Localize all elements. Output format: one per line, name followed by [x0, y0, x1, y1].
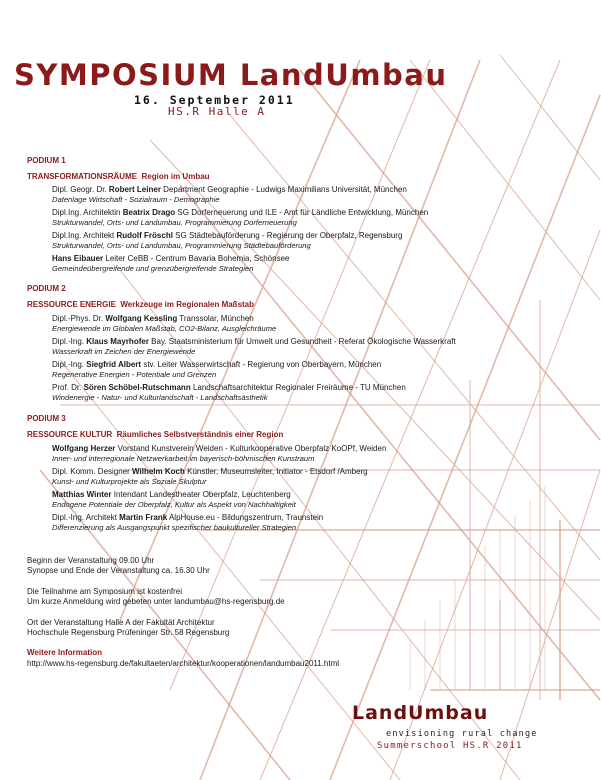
speaker-name: Wolfgang Herzer: [52, 444, 116, 453]
speaker-topic: Endogene Potentiale der Oberpfalz, Kultur als Aspekt von Nachhaltigkeit: [52, 500, 296, 509]
podium-label: PODIUM 2: [27, 284, 66, 293]
speaker-title: Dipl. Komm. Designer: [52, 467, 130, 476]
speaker-name: Beatrix Drago: [122, 208, 176, 217]
speaker-title: Dipl.-Ing. Architekt: [52, 513, 117, 522]
speaker-topic: Strukturwandel, Orts- und Landumbau, Programmierung Städtebauförderung: [52, 241, 311, 250]
speaker-topic: Inner- und interregionale Netzwerkarbeit im bayerisch-böhmischen Kunstraum: [52, 454, 315, 463]
schedule-end: Synopse und Ende der Veranstaltung ca. 16.30 Uhr: [27, 566, 210, 575]
speaker-title: Dipl.-Ing.: [52, 337, 85, 346]
more-info-label: Weitere Information: [27, 648, 102, 657]
speaker-topic: Differenzierung als Ausgangspunkt spezifischer baukultureller Strategien: [52, 523, 297, 532]
location-line-1: Ort der Veranstaltung Halle A der Fakultät Architektur: [27, 618, 215, 627]
grid-line: [390, 230, 600, 780]
registration-free: Die Teilnahme am Symposium ist kostenfrei: [27, 587, 183, 596]
speaker-entry: [52, 444, 386, 464]
speaker-affiliation: Intendant Landestheater Oberpfalz, Leuchtenberg: [113, 490, 291, 499]
speaker-name: Matthias Winter: [52, 490, 112, 499]
logo-tagline: envisioning rural change: [386, 729, 538, 739]
speaker-affiliation: Landschaftsarchitektur Regionaler Freiräume - TU München: [192, 383, 406, 392]
speaker-affiliation: Künstler, Museumsleiter, Initiator - Etsdorf /Amberg: [187, 467, 368, 476]
podium-title-rest: Räumliches Selbstverständnis einer Region: [116, 430, 284, 439]
speaker-entry: [52, 337, 456, 357]
speaker-title: Dipl. Geogr. Dr.: [52, 185, 107, 194]
speaker-affiliation: stv. Leiter Wasserwirtschaft - Regierung von Oberbayern, München: [143, 360, 382, 369]
podium-title-caps: RESSOURCE KULTUR: [27, 430, 113, 439]
registration-email[interactable]: Um kurze Anmeldung wird gebeten unter landumbau@hs-regensburg.de: [27, 597, 285, 606]
grid-line: [410, 60, 600, 300]
speaker-affiliation: AlpHouse.eu - Bildungszentrum, Traunstein: [168, 513, 324, 522]
speaker-name: Martin Frank: [119, 513, 168, 522]
summerschool-label: Summerschool HS.R 2011: [377, 741, 523, 751]
poster-title: SYMPOSIUM LandUmbau: [14, 58, 448, 92]
speaker-topic: Windenergie - Natur- und Kulturlandschaft - Landschaftsästhetik: [52, 393, 268, 402]
podium-title-caps: TRANSFORMATIONSRÄUME: [27, 172, 138, 181]
podium-title-rest: Werkzeuge im Regionalen Maßstab: [120, 300, 255, 309]
speaker-topic: Wasserkraft im Zeichen der Energiewende: [52, 347, 196, 356]
speaker-entry: [52, 208, 428, 228]
speaker-affiliation: Leiter CeBB - Centrum Bavaria Bohemia, Schönsee: [105, 254, 290, 263]
speaker-name: Wilhelm Koch: [132, 467, 185, 476]
podium-title-caps: RESSOURCE ENERGIE: [27, 300, 116, 309]
podium-label: PODIUM 3: [27, 414, 66, 423]
speaker-name: Wolfgang Kessling: [105, 314, 178, 323]
speaker-entry: [52, 360, 381, 380]
podium-label: PODIUM 1: [27, 156, 66, 165]
location-line-2: Hochschule Regensburg Prüfeninger Str. 58 Regensburg: [27, 628, 230, 637]
podium-3-header: [27, 414, 283, 442]
speaker-affiliation: Transsolar, München: [179, 314, 254, 323]
speaker-topic: Regenerative Energien - Potentiale und Grenzen: [52, 370, 217, 379]
podium-1-header: [27, 156, 210, 184]
speaker-topic: Gemeindeübergreifende und grenzübergreifende Strategien: [52, 264, 254, 273]
speaker-affiliation: SG Dorferneuerung und ILE - Amt für Ländliche Entwicklung, München: [177, 208, 429, 217]
speaker-affiliation: Department Geographie - Ludwigs Maximilians Universität, München: [163, 185, 407, 194]
speaker-entry: [52, 314, 276, 334]
speaker-name: Robert Leiner: [108, 185, 161, 194]
speaker-affiliation: Bay. Staatsministerium für Umwelt und Gesundheit - Referat Ökologische Wasserkraft: [151, 337, 456, 346]
speaker-title: Prof. Dr.: [52, 383, 82, 392]
speaker-title: Dipl.Ing. Architekt: [52, 231, 115, 240]
speaker-topic: Strukturwandel, Orts- und Landumbau, Programmierung Dorferneuerung: [52, 218, 297, 227]
podium-2-header: [27, 284, 254, 312]
landumbau-logo: LandUmbau: [352, 702, 489, 724]
speaker-title: Dipl.-Phys. Dr.: [52, 314, 104, 323]
event-venue: HS.R Halle A: [168, 105, 266, 118]
podium-title-rest: Region im Umbau: [141, 172, 210, 181]
event-date: 16. September 2011: [134, 93, 295, 107]
speaker-topic: Energiewende im Globalen Maßstab, CO2-Bilanz, Ausgleichräume: [52, 324, 277, 333]
speaker-affiliation: SG Städtebauförderung - Regierung der Oberpfalz, Regensburg: [175, 231, 403, 240]
speaker-entry: [52, 185, 407, 205]
speaker-affiliation: Vorstand Kunstverein Weiden - Kulturkooperative Oberpfalz KoOPf, Weiden: [117, 444, 387, 453]
speaker-title: Dipl.Ing. Architektin: [52, 208, 121, 217]
speaker-topic: Kunst- und Kulturprojekte als Soziale Skulptur: [52, 477, 207, 486]
speaker-entry: [52, 490, 296, 510]
speaker-name: Hans Eibauer: [52, 254, 104, 263]
speaker-entry: [52, 254, 289, 274]
speaker-topic: Datenlage Wirtschaft - Sozialraum - Demographie: [52, 195, 220, 204]
speaker-name: Sören Schöbel-Rutschmann: [83, 383, 191, 392]
grid-line: [500, 55, 600, 180]
speaker-entry: [52, 513, 323, 533]
more-info-link[interactable]: http://www.hs-regensburg.de/fakultaeten/architektur/kooperationen/landumbau2011.html: [27, 659, 340, 668]
schedule-begin: Beginn der Veranstaltung 09.00 Uhr: [27, 556, 155, 565]
speaker-title: Dipl.-Ing.: [52, 360, 85, 369]
speaker-name: Rudolf Fröschl: [116, 231, 173, 240]
speaker-entry: [52, 231, 402, 251]
speaker-entry: [52, 383, 406, 403]
speaker-name: Siegfrid Albert: [86, 360, 142, 369]
speaker-name: Klaus Mayrhofer: [86, 337, 149, 346]
speaker-entry: [52, 467, 368, 487]
